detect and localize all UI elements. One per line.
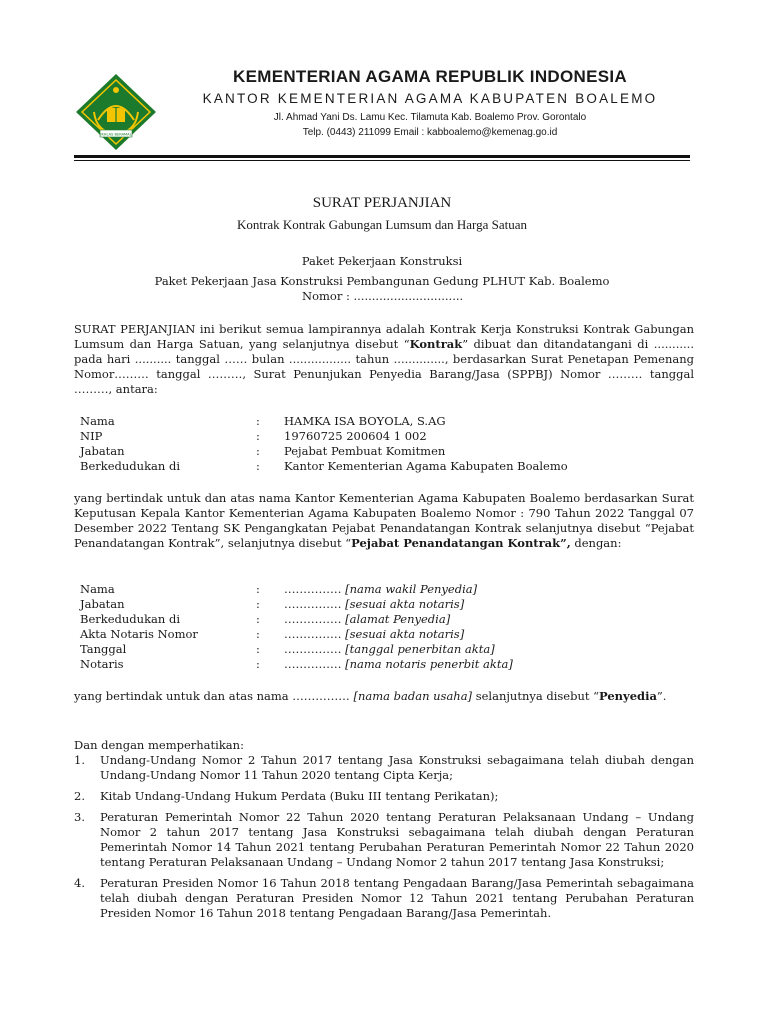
field-placeholder: [nama notaris penerbit akta] (345, 657, 513, 671)
field-dots: …………… (284, 582, 346, 596)
field-colon: : (256, 627, 260, 641)
pihak2-row (80, 627, 684, 642)
field-colon: : (256, 414, 260, 428)
letterhead (170, 66, 690, 139)
document-title: SURAT PERJANJIAN (312, 195, 452, 211)
field-label: Berkedudukan di (80, 459, 180, 473)
field-value: 19760725 200604 1 002 (284, 429, 427, 443)
field-colon: : (256, 582, 260, 596)
paket-label: Paket Pekerjaan Konstruksi (301, 254, 463, 268)
field-placeholder: [alamat Penyedia] (345, 612, 451, 626)
field-label: Nama (80, 414, 115, 428)
field-dots: …………… (284, 612, 346, 626)
field-colon: : (256, 642, 260, 656)
pihak2-row (80, 612, 684, 627)
field-label: Jabatan (80, 597, 125, 611)
list-item (74, 753, 694, 783)
list-text: Kitab Undang-Undang Hukum Perdata (Buku III tentang Perikatan); (100, 789, 499, 803)
pihak2-paragraph (74, 689, 694, 704)
pihak1-paragraph (74, 491, 694, 551)
list-number: 3. (74, 810, 85, 824)
field-label: NIP (80, 429, 103, 443)
intro-text-2: ” dibuat dan ditandatangani di ........... pada hari .......... tanggal …… bulan ................. tahun .............., berdasarkan Surat Penetapan Pemenang Nomor……… tanggal ………, Surat Penunjukan Penyedia Barang/Jasa (SPPBJ) Nomor ……… tanggal ………, antara: (74, 337, 694, 396)
field-label: Jabatan (80, 444, 125, 458)
considerations-heading: Dan dengan memperhatikan: (74, 738, 244, 752)
field-label: Notaris (80, 657, 124, 671)
pihak2-table (80, 582, 684, 672)
pihak2-row (80, 582, 684, 597)
field-dots: …………… (284, 627, 346, 641)
field-placeholder: [nama wakil Penyedia] (345, 582, 478, 596)
list-text: Peraturan Presiden Nomor 16 Tahun 2018 tentang Pengadaan Barang/Jasa Pemerintah sebagaimana telah diubah dengan Peraturan Presiden Nomor 12 Tahun 2021 tentang Perubahan Peraturan Presiden Nomor 16 Tahun 2018 tentang Pengadaan Barang/Jasa Pemerintah. (100, 876, 694, 920)
pihak1-para-bold: Pejabat Penandatangan Kontrak”, (351, 536, 571, 550)
list-item (74, 810, 694, 870)
field-dots: …………… (284, 642, 346, 656)
field-dots: …………… (284, 657, 346, 671)
field-dots: …………… (284, 597, 346, 611)
document-subtitle: Kontrak Kontrak Gabungan Lumsum dan Harga Satuan (236, 217, 528, 232)
pihak1-row (80, 444, 684, 459)
field-colon: : (256, 657, 260, 671)
field-label: Nama (80, 582, 115, 596)
field-colon: : (256, 459, 260, 473)
list-item (74, 876, 694, 921)
list-text: Peraturan Pemerintah Nomor 22 Tahun 2020 tentang Peraturan Pelaksanaan Undang – Undang Nomor 2 tahun 2017 tentang Jasa Konstruksi sebagaimana telah diubah dengan Peraturan Pemerintah Nomor 14 Tahun 2021 tentang Perubahan Peraturan Pemerintah Nomor 22 Tahun 2020 tentang Peraturan Pelaksanaan Undang – Undang Nomor 2 tahun 2017 tentang Jasa Konstruksi; (100, 810, 694, 869)
list-number: 4. (74, 876, 85, 890)
field-colon: : (256, 444, 260, 458)
pihak1-row (80, 429, 684, 444)
field-placeholder: [sesuai akta notaris] (345, 627, 465, 641)
kemenag-logo-icon (74, 72, 158, 152)
pihak1-para-text: yang bertindak untuk dan atas nama Kantor Kementerian Agama Kabupaten Boalemo berdasarkan Surat Keputusan Kepala Kantor Kementerian Agama Kabupaten Boalemo Nomor : 790 Tahun 2022 Tanggal 07 Desember 2022 Tentang SK Pengangkatan Pejabat Penandatangan Kontrak selanjutnya disebut “Pejabat Penandatangan Kontrak”, selanjutnya disebut “ (74, 491, 694, 550)
list-number: 2. (74, 789, 85, 803)
letterhead-rule-thin (74, 160, 690, 161)
pihak2-para-text: yang bertindak untuk dan atas nama …………… (74, 689, 354, 703)
ministry-title: KEMENTERIAN AGAMA REPUBLIK INDONESIA (233, 67, 627, 86)
field-placeholder: [tanggal penerbitan akta] (345, 642, 495, 656)
field-label: Akta Notaris Nomor (80, 627, 198, 641)
pihak2-row (80, 642, 684, 657)
field-colon: : (256, 597, 260, 611)
pihak2-row (80, 597, 684, 612)
office-contact: Telp. (0443) 211099 Email : kabboalemo@kemenag.go.id (302, 127, 558, 138)
intro-bold-kontrak: Kontrak (409, 337, 463, 351)
pihak2-para-end: ”. (656, 689, 667, 703)
office-subtitle: KANTOR KEMENTERIAN AGAMA KABUPATEN BOALEMO (202, 91, 658, 106)
field-colon: : (256, 429, 260, 443)
pihak1-para-end: dengan: (570, 536, 622, 550)
list-item (74, 789, 694, 804)
intro-paragraph (74, 322, 694, 397)
office-address: Jl. Ahmad Yani Ds. Lamu Kec. Tilamuta Kab. Boalemo Prov. Gorontalo (273, 112, 587, 123)
intro-text-1: SURAT PERJANJIAN ini berikut semua lampirannya adalah Kontrak Kerja Konstruksi Kontrak Gabungan Lumsum dan Harga Satuan, yang selanjutnya disebut “ (74, 322, 694, 351)
pihak1-table (80, 414, 684, 474)
nomor-line: Nomor : .............................. (302, 289, 464, 303)
pihak2-para-text-2: selanjutnya disebut “ (472, 689, 600, 703)
field-colon: : (256, 612, 260, 626)
letterhead-rule-thick (74, 155, 690, 158)
field-label: Tanggal (80, 642, 127, 656)
pihak1-row (80, 414, 684, 429)
field-value: HAMKA ISA BOYOLA, S.AG (284, 414, 446, 428)
considerations-list (74, 738, 694, 927)
pihak1-row (80, 459, 684, 474)
field-label: Berkedudukan di (80, 612, 180, 626)
paket-name: Paket Pekerjaan Jasa Konstruksi Pembangunan Gedung PLHUT Kab. Boalemo (154, 274, 610, 288)
list-number: 1. (74, 753, 85, 767)
field-placeholder: [sesuai akta notaris] (345, 597, 465, 611)
list-text: Undang-Undang Nomor 2 Tahun 2017 tentang Jasa Konstruksi sebagaimana telah diubah dengan Undang-Undang Nomor 11 Tahun 2020 tentang Cipta Kerja; (100, 753, 694, 782)
field-value: Kantor Kementerian Agama Kabupaten Boalemo (284, 459, 568, 473)
field-value: Pejabat Pembuat Komitmen (284, 444, 446, 458)
pihak2-row (80, 657, 684, 672)
logo-motto: IKHLAS BERAMAL (100, 132, 132, 137)
pihak2-para-bold: Penyedia (599, 689, 657, 703)
pihak2-para-placeholder: [nama badan usaha] (353, 689, 473, 703)
